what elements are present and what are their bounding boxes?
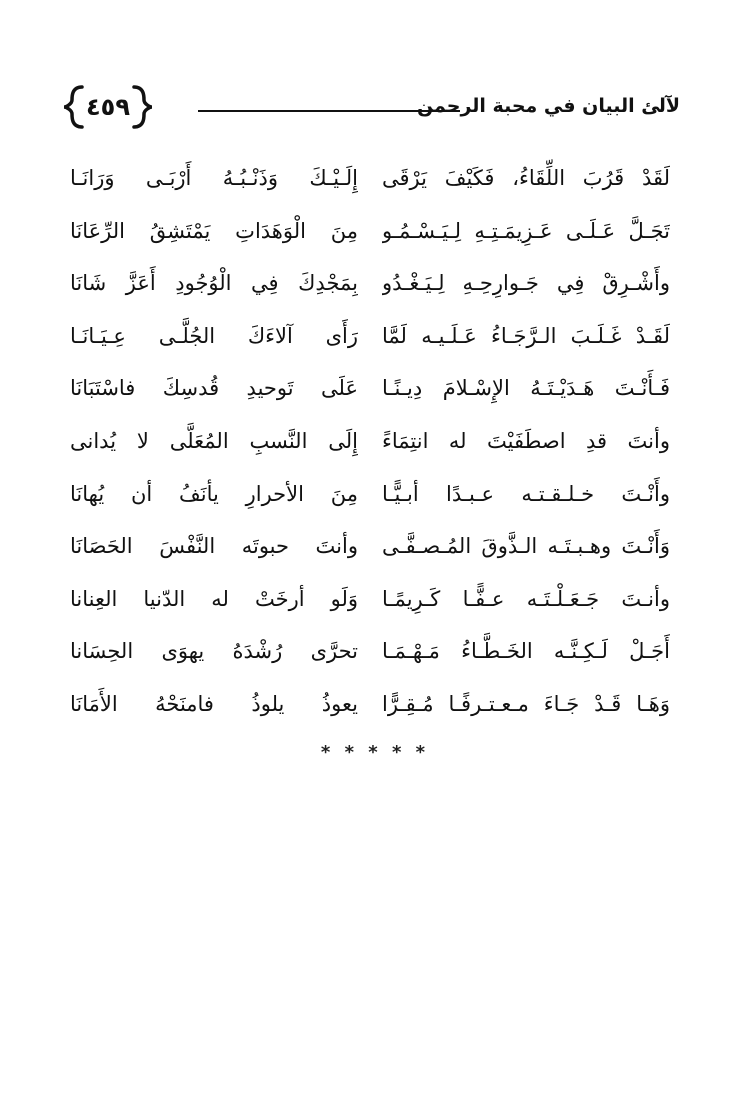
poem-verse xyxy=(70,625,670,678)
poem-verse xyxy=(70,362,670,415)
verse-second-hemistich: عَلَى تَوحيدِ قُدسِكَ فاسْتَبَانَا xyxy=(70,376,358,401)
verse-second-hemistich: وأنتَ حبوتَه النَّفْسَ الحَصَانَا xyxy=(70,534,358,559)
poem-verse xyxy=(70,205,670,258)
verse-second-hemistich: وَلَو أرخَتْ له الدّنيا العِنانا xyxy=(70,586,358,611)
verse-first-hemistich: لَقَـدْ غَـلَـبَ الـرَّجَـاءُ عَـلَـيـه لَمَّا xyxy=(382,323,670,348)
verse-first-hemistich: تَجَـلَّ عَـلَـى عَـزِيمَـتِـهِ لِـيَـسْـمُـو xyxy=(382,218,670,243)
poem-verse xyxy=(70,415,670,468)
verse-first-hemistich: لَقَدْ قَرُبَ اللِّقَاءُ، فَكَيْفَ يَرْقَى xyxy=(382,166,670,190)
page-number-frame xyxy=(60,84,156,130)
verse-first-hemistich: وأَشْـرِقْ فِي جَـوارِحِـهِ لِـيَـغْـدُو xyxy=(382,271,670,296)
poem-verse xyxy=(70,573,670,626)
poem-verse xyxy=(70,152,670,205)
verse-first-hemistich: وَأَنْـتَ وهـبـتَـه الـذَّوقَ المُـصـفَّـى xyxy=(382,534,670,559)
poem-verse xyxy=(70,310,670,363)
verse-first-hemistich: وأنـتَ جَـعَـلْـتَـه عـفًّـا كَـرِيمًـا xyxy=(382,586,670,611)
poem-verse xyxy=(70,520,670,573)
verse-second-hemistich: مِنَ الأحرارِ يأنَفُ أن يُهانَا xyxy=(70,481,358,506)
verse-second-hemistich: تحرَّى رُشْدَهُ يهوَى الحِسَانا xyxy=(70,639,358,664)
verse-second-hemistich: يعوذُ يلوذُ فامنَحْهُ الأَمَانَا xyxy=(70,691,358,716)
poem xyxy=(70,152,670,731)
running-title: لآلئ البيان في محبة الرحمن xyxy=(416,95,680,117)
verse-second-hemistich: إِلَى النَّسبِ المُعَلَّى لا يُدانى xyxy=(70,428,358,453)
verse-first-hemistich: وأَنْـتَ خـلـقـتـه عـبـدًا أبـيًّـا xyxy=(382,481,670,506)
verse-second-hemistich: رَأَى آلاءَكَ الجُلَّـى عِـيَـانَـا xyxy=(70,323,358,348)
poem-verse xyxy=(70,257,670,310)
verse-first-hemistich: وأنتَ قدِ اصطَفَيْتَ له انتِمَاءً xyxy=(382,428,670,453)
page-number: ٤٥٩ xyxy=(86,93,130,121)
end-of-section-mark: * * * * * xyxy=(320,742,430,763)
verse-first-hemistich: أَجَـلْ لَـكِـنَّـه الخَـطَّـاءُ مَـهْـمَـا xyxy=(382,639,670,664)
verse-first-hemistich: وَهَـا قَـدْ جَـاءَ مـعـتـرفًـا مُـقِـرًّا xyxy=(382,691,670,716)
poem-verse xyxy=(70,678,670,731)
verse-first-hemistich: فَـأَنْـتَ هَـدَيْـتَـهُ الإِسْـلامَ دِيـنًـا xyxy=(382,376,670,401)
verse-second-hemistich: إِلَـيْـكَ وَذَنْـبُـهُ أَرْبَـى وَرَانَـا xyxy=(70,166,358,190)
verse-second-hemistich: بِمَجْدِكَ فِي الْوُجُودِ أَعَزَّ شَانَا xyxy=(70,271,358,296)
verse-second-hemistich: مِنَ الْوَهَدَاتِ يَمْتَشِقُ الرِّعَانَا xyxy=(70,218,358,243)
poem-verse xyxy=(70,468,670,521)
page-header xyxy=(60,84,680,130)
